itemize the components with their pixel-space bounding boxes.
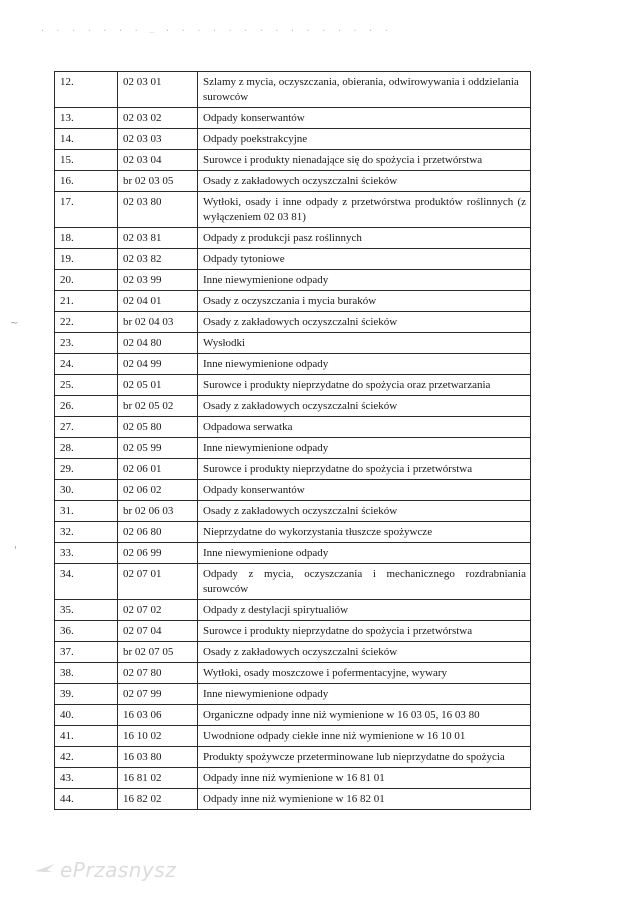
table-row — [55, 396, 531, 417]
description-cell: Inne niewymienione odpady — [198, 684, 531, 705]
row-number-cell: 17. — [55, 192, 118, 228]
description-cell: Osady z zakładowych oczyszczalni ścieków — [198, 396, 531, 417]
waste-code-cell: 02 03 99 — [118, 270, 198, 291]
row-number-cell: 42. — [55, 747, 118, 768]
table-row — [55, 333, 531, 354]
table-row — [55, 108, 531, 129]
description-cell: Odpady inne niż wymienione w 16 81 01 — [198, 768, 531, 789]
waste-code-cell: br 02 03 05 — [118, 171, 198, 192]
row-number-cell: 35. — [55, 600, 118, 621]
waste-code-cell: 02 06 02 — [118, 480, 198, 501]
table-row — [55, 600, 531, 621]
table-row — [55, 438, 531, 459]
waste-code-cell: br 02 06 03 — [118, 501, 198, 522]
table-row — [55, 459, 531, 480]
row-number-cell: 34. — [55, 564, 118, 600]
table-row — [55, 543, 531, 564]
table-row — [55, 291, 531, 312]
row-number-cell: 30. — [55, 480, 118, 501]
row-number-cell: 40. — [55, 705, 118, 726]
description-cell: Inne niewymienione odpady — [198, 354, 531, 375]
description-cell: Inne niewymienione odpady — [198, 438, 531, 459]
waste-code-cell: 02 06 01 — [118, 459, 198, 480]
row-number-cell: 13. — [55, 108, 118, 129]
description-cell: Osady z zakładowych oczyszczalni ścieków — [198, 171, 531, 192]
table-row — [55, 171, 531, 192]
row-number-cell: 24. — [55, 354, 118, 375]
table-row — [55, 621, 531, 642]
waste-code-cell: 16 82 02 — [118, 789, 198, 810]
margin-scan-mark: ' — [14, 545, 17, 556]
table-row — [55, 228, 531, 249]
table-row — [55, 72, 531, 108]
row-number-cell: 31. — [55, 501, 118, 522]
waste-code-cell: 02 03 81 — [118, 228, 198, 249]
description-cell: Odpadowa serwatka — [198, 417, 531, 438]
waste-code-cell: br 02 04 03 — [118, 312, 198, 333]
waste-code-cell: 02 04 01 — [118, 291, 198, 312]
table-row — [55, 501, 531, 522]
description-cell: Inne niewymienione odpady — [198, 270, 531, 291]
description-cell: Organiczne odpady inne niż wymienione w 16 03 05, 16 03 80 — [198, 705, 531, 726]
row-number-cell: 44. — [55, 789, 118, 810]
description-cell: Wytłoki, osady moszczowe i pofermentacyjne, wywary — [198, 663, 531, 684]
waste-code-cell: br 02 05 02 — [118, 396, 198, 417]
table-row — [55, 417, 531, 438]
description-cell: Odpady konserwantów — [198, 108, 531, 129]
waste-code-cell: 16 03 06 — [118, 705, 198, 726]
watermark — [34, 858, 176, 882]
row-number-cell: 43. — [55, 768, 118, 789]
table-row — [55, 789, 531, 810]
row-number-cell: 14. — [55, 129, 118, 150]
waste-code-cell: 02 04 80 — [118, 333, 198, 354]
waste-code-cell: 02 05 99 — [118, 438, 198, 459]
table-row — [55, 480, 531, 501]
table-row — [55, 642, 531, 663]
table-row — [55, 375, 531, 396]
description-cell: Produkty spożywcze przeterminowane lub nieprzydatne do spożycia — [198, 747, 531, 768]
description-cell: Nieprzydatne do wykorzystania tłuszcze spożywcze — [198, 522, 531, 543]
description-cell: Surowce i produkty nieprzydatne do spożycia i przetwórstwa — [198, 621, 531, 642]
waste-code-cell: 02 03 04 — [118, 150, 198, 171]
description-cell: Szlamy z mycia, oczyszczania, obierania, odwirowywania i oddzielania surowców — [198, 72, 531, 108]
waste-code-cell: 16 03 80 — [118, 747, 198, 768]
waste-code-cell: 02 07 01 — [118, 564, 198, 600]
waste-code-cell: 02 07 04 — [118, 621, 198, 642]
table-row — [55, 726, 531, 747]
bird-logo-icon — [34, 863, 56, 877]
scan-artifact-dots: . . . . . . . _ . . . . . . . . . . . . . . . — [40, 24, 392, 33]
waste-code-cell: 02 05 01 — [118, 375, 198, 396]
description-cell: Odpady z produkcji pasz roślinnych — [198, 228, 531, 249]
waste-code-cell: 02 06 80 — [118, 522, 198, 543]
table-row — [55, 150, 531, 171]
row-number-cell: 26. — [55, 396, 118, 417]
row-number-cell: 23. — [55, 333, 118, 354]
description-cell: Odpady z mycia, oczyszczania i mechanicznego rozdrabniania surowców — [198, 564, 531, 600]
table-row — [55, 564, 531, 600]
waste-codes-table-body — [55, 72, 531, 810]
row-number-cell: 27. — [55, 417, 118, 438]
waste-code-cell: 02 07 02 — [118, 600, 198, 621]
waste-code-cell: 16 81 02 — [118, 768, 198, 789]
description-cell: Odpady inne niż wymienione w 16 82 01 — [198, 789, 531, 810]
row-number-cell: 29. — [55, 459, 118, 480]
watermark-text: ePrzasnysz — [60, 858, 177, 882]
waste-code-cell: 16 10 02 — [118, 726, 198, 747]
table-row — [55, 768, 531, 789]
row-number-cell: 33. — [55, 543, 118, 564]
description-cell: Odpady tytoniowe — [198, 249, 531, 270]
row-number-cell: 21. — [55, 291, 118, 312]
table-row — [55, 684, 531, 705]
table-row — [55, 270, 531, 291]
row-number-cell: 39. — [55, 684, 118, 705]
row-number-cell: 41. — [55, 726, 118, 747]
waste-code-cell: br 02 07 05 — [118, 642, 198, 663]
table-row — [55, 192, 531, 228]
row-number-cell: 25. — [55, 375, 118, 396]
description-cell: Wytłoki, osady i inne odpady z przetwórstwa produktów roślinnych (z wyłączeniem 02 03 81) — [198, 192, 531, 228]
table-row — [55, 312, 531, 333]
waste-code-cell: 02 05 80 — [118, 417, 198, 438]
waste-code-cell: 02 07 99 — [118, 684, 198, 705]
waste-code-cell: 02 06 99 — [118, 543, 198, 564]
waste-code-cell: 02 03 82 — [118, 249, 198, 270]
waste-code-cell: 02 03 02 — [118, 108, 198, 129]
description-cell: Osady z zakładowych oczyszczalni ścieków — [198, 312, 531, 333]
table-row — [55, 129, 531, 150]
table-row — [55, 354, 531, 375]
row-number-cell: 20. — [55, 270, 118, 291]
waste-code-cell: 02 04 99 — [118, 354, 198, 375]
waste-code-cell: 02 07 80 — [118, 663, 198, 684]
waste-code-cell: 02 03 03 — [118, 129, 198, 150]
description-cell: Osady z oczyszczania i mycia buraków — [198, 291, 531, 312]
table-row — [55, 522, 531, 543]
description-cell: Inne niewymienione odpady — [198, 543, 531, 564]
table-row — [55, 663, 531, 684]
row-number-cell: 36. — [55, 621, 118, 642]
row-number-cell: 32. — [55, 522, 118, 543]
description-cell: Osady z zakładowych oczyszczalni ścieków — [198, 501, 531, 522]
margin-scan-mark: ~ — [10, 318, 19, 329]
description-cell: Wysłodki — [198, 333, 531, 354]
row-number-cell: 22. — [55, 312, 118, 333]
row-number-cell: 38. — [55, 663, 118, 684]
description-cell: Surowce i produkty nienadające się do spożycia i przetwórstwa — [198, 150, 531, 171]
waste-codes-table — [54, 71, 531, 810]
row-number-cell: 28. — [55, 438, 118, 459]
row-number-cell: 12. — [55, 72, 118, 108]
description-cell: Uwodnione odpady ciekłe inne niż wymienione w 16 10 01 — [198, 726, 531, 747]
description-cell: Surowce i produkty nieprzydatne do spożycia i przetwórstwa — [198, 459, 531, 480]
row-number-cell: 19. — [55, 249, 118, 270]
description-cell: Odpady z destylacji spirytualiów — [198, 600, 531, 621]
table-row — [55, 705, 531, 726]
row-number-cell: 37. — [55, 642, 118, 663]
description-cell: Osady z zakładowych oczyszczalni ścieków — [198, 642, 531, 663]
description-cell: Odpady poekstrakcyjne — [198, 129, 531, 150]
waste-code-cell: 02 03 80 — [118, 192, 198, 228]
table-row — [55, 747, 531, 768]
table-row — [55, 249, 531, 270]
row-number-cell: 18. — [55, 228, 118, 249]
row-number-cell: 15. — [55, 150, 118, 171]
row-number-cell: 16. — [55, 171, 118, 192]
description-cell: Surowce i produkty nieprzydatne do spożycia oraz przetwarzania — [198, 375, 531, 396]
waste-code-cell: 02 03 01 — [118, 72, 198, 108]
description-cell: Odpady konserwantów — [198, 480, 531, 501]
